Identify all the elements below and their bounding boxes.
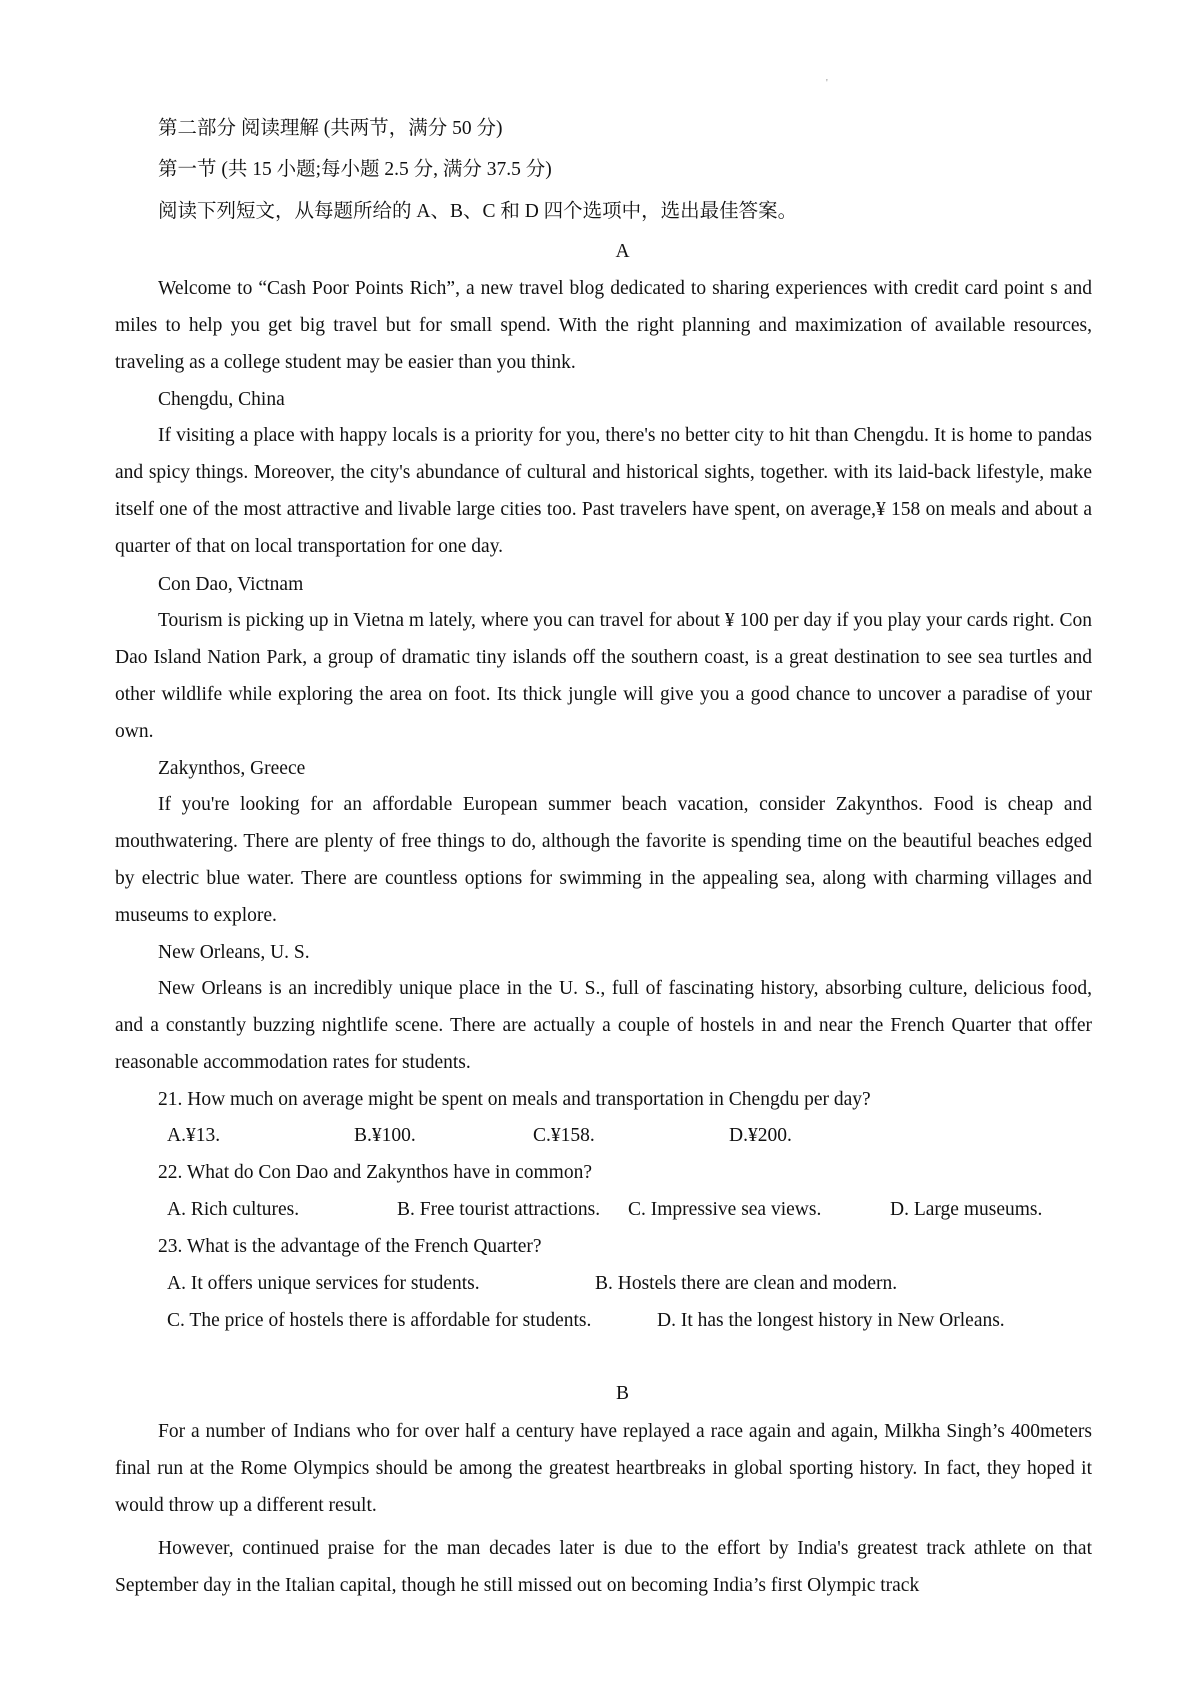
paragraph-chengdu: If visiting a place with happy locals is a priority for you, there's no better city to hit than Chengdu. It is home to pandas and spicy things. Moreover, the city's abundance of cultural and historical sights, together. with its laid-back lifestyle, make itself one of the most attractive and livable large cities too. Past travelers have spent, on average,¥ 158 on meals and about a quarter of that on local transportation for one day. [115,425,1092,557]
paragraph-new-orleans: New Orleans is an incredibly unique place in the U. S., full of fascinating history, absorbing culture, delicious food, and a constantly buzzing nightlife scene. There are actually a couple of hostels in and near the French Quarter that offer reasonable accommodation rates for students. [115,978,1092,1073]
passage-b-label: B [615,1383,629,1404]
question-23-option-a: A. It offers unique services for students. [167,1273,480,1294]
question-22-option-c: C. Impressive sea views. [628,1199,822,1220]
passage-a-intro: Welcome to “Cash Poor Points Rich”, a new travel blog dedicated to sharing experiences with credit card point s and miles to help you get big travel but for small spend. With the right planning and maximization of available resources, traveling as a college student may be easier than you think. [115,278,1092,373]
question-21: 21. How much on average might be spent on meals and transportation in Chengdu per day? [158,1089,871,1110]
question-23-option-c: C. The price of hostels there is affordable for students. [167,1310,592,1331]
section-heading: 第一节 (共 15 小题;每小题 2.5 分, 满分 37.5 分) [158,159,552,180]
question-21-option-a: A.¥13. [167,1125,221,1146]
question-21-option-b: B.¥100. [354,1125,416,1146]
passage-b-paragraph-1: For a number of Indians who for over half a century have replayed a race again and again, Milkha Singh’s 400meters final run at the Rome Olympics should be among the greatest heartbreaks in global sporting history. In fact, they hoped it would throw up a different result. [115,1421,1092,1516]
paragraph-con-dao: Tourism is picking up in Vietna m lately, where you can travel for about ¥ 100 per day if you play your cards right. Con Dao Island Nation Park, a group of dramatic tiny islands off the southern coast, is a great destination to see sea turtles and other wildlife while exploring the area on foot. Its thick jungle will give you a good chance to uncover a paradise of your own. [115,610,1092,742]
instruction-text: 阅读下列短文，从每题所给的 A、B、C 和 D 四个选项中，选出最佳答案。 [158,201,798,222]
question-21-option-c: C.¥158. [533,1125,595,1146]
question-22: 22. What do Con Dao and Zakynthos have in common? [158,1162,592,1183]
question-22-option-a: A. Rich cultures. [167,1199,300,1220]
passage-b-paragraph-2: However, continued praise for the man decades later is due to the effort by India's greatest track athlete on that September day in the Italian capital, though he still missed out on becoming India’s first Olympic track [115,1538,1092,1596]
question-23-option-b: B. Hostels there are clean and modern. [595,1273,898,1294]
place-heading-chengdu: Chengdu, China [158,389,285,410]
scan-mark: ' [826,78,828,89]
question-23-option-d: D. It has the longest history in New Orleans. [657,1310,1005,1331]
question-23: 23. What is the advantage of the French Quarter? [158,1236,542,1257]
question-21-option-d: D.¥200. [729,1125,792,1146]
paragraph-zakynthos: If you're looking for an affordable European summer beach vacation, consider Zakynthos. Food is cheap and mouthwatering. There are plenty of free things to do, although the favorite is spending time on the beautiful beaches edged by electric blue water. There are countless options for swimming in the appealing sea, along with charming villages and museums to explore. [115,794,1092,926]
question-22-option-d: D. Large museums. [890,1199,1043,1220]
part-heading: 第二部分 阅读理解 (共两节，满分 50 分) [158,118,503,139]
place-heading-zakynthos: Zakynthos, Greece [158,758,306,779]
place-heading-new-orleans: New Orleans, U. S. [158,942,310,963]
passage-a-label: A [615,241,630,262]
question-22-option-b: B. Free tourist attractions. [397,1199,601,1220]
place-heading-con-dao: Con Dao, Victnam [158,574,304,595]
